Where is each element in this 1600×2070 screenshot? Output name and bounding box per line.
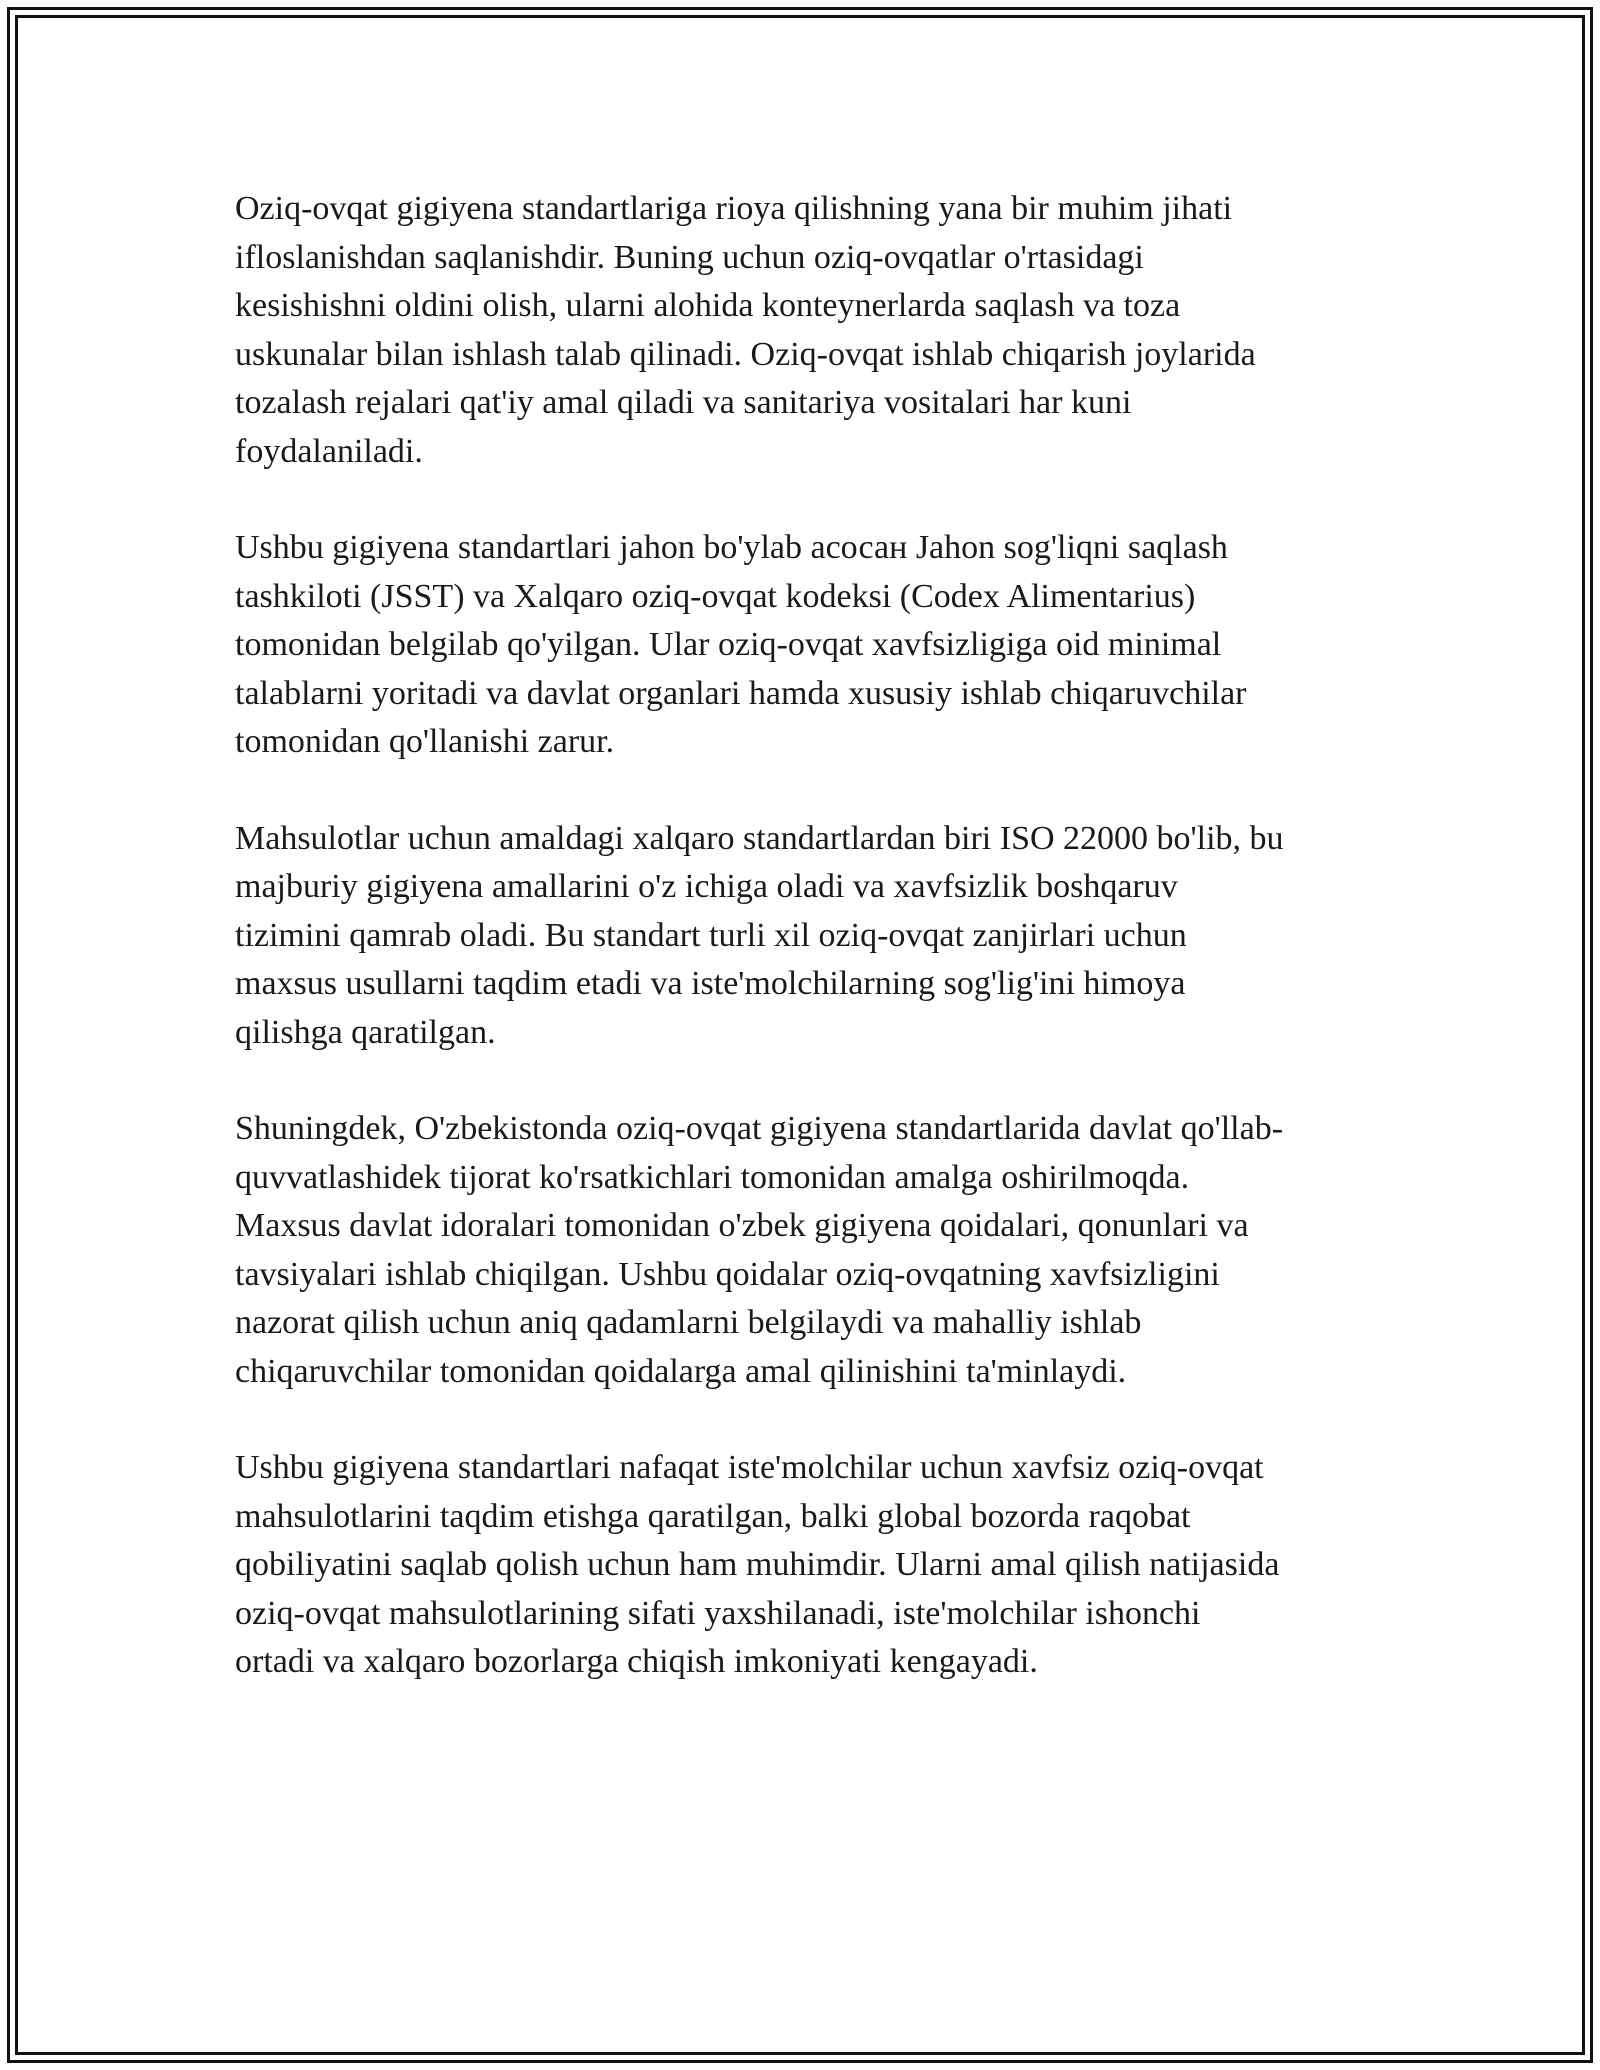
paragraph-iso-22000: Mahsulotlar uchun amaldagi xalqaro standartlardan biri ISO 22000 bo'lib, bu majburiy gigiyena amallarini o'z ichiga oladi va xavfsizlik boshqaruv tizimini qamrab oladi. Bu standart turli xil oziq-ovqat zanjirlari uchun maxsus usullarni taqdim etadi va iste'molchilarning sog'lig'ini himoya qilishga qaratilgan.	[235, 819, 1284, 1051]
paragraph-uzbekistan: Shuningdek, O'zbekistonda oziq-ovqat gigiyena standartlarida davlat qo'llab- quvvatlashidek tijorat ko'rsatkichlari tomonidan amalga oshirilmoqda. Maxsus davlat idoralari tomonidan o'zbek gigiyena qoidalari, qonunlari va tavsiyalari ishlab chiqilgan. Ushbu qoidalar oziq-ovqatning xavfsizligini nazorat qilish uchun aniq qadamlarni belgilaydi va mahalliy ishlab chiqaruvchilar tomonidan qoidalarga amal qilinishini ta'minlaydi.	[235, 1110, 1284, 1390]
document-body	[235, 185, 1375, 1735]
paragraph-contamination: Oziq-ovqat gigiyena standartlariga rioya qilishning yana bir muhim jihati ifloslanishdan saqlanishdir. Buning uchun oziq-ovqatlar o'rtasidagi kesishishni oldini olish, ularni alohida konteynerlarda saqlash va toza uskunalar bilan ishlash talab qilinadi. Oziq-ovqat ishlab chiqarish joylarida tozalash rejalari qat'iy amal qiladi va sanitariya vositalari har kuni foydalaniladi.	[235, 190, 1256, 470]
paragraph-international-bodies: Ushbu gigiyena standartlari jahon bo'ylab асосан Jahon sog'liqni saqlash tashkiloti (JSST) va Xalqaro oziq-ovqat kodeksi (Codex Alimentarius) tomonidan belgilab qo'yilgan. Ular oziq-ovqat xavfsizligiga oid minimal talablarni yoritadi va davlat organlari hamda xususiy ishlab chiqaruvchilar tomonidan qo'llanishi zarur.	[235, 529, 1247, 760]
paragraph-benefits: Ushbu gigiyena standartlari nafaqat iste'molchilar uchun xavfsiz oziq-ovqat mahsulotlarini taqdim etishga qaratilgan, balki global bozorda raqobat qobiliyatini saqlab qolish uchun ham muhimdir. Ularni amal qilish natijasida oziq-ovqat mahsulotlarining sifati yaxshilanadi, iste'molchilar ishonchi ortadi va xalqaro bozorlarga chiqish imkoniyati kengayadi.	[235, 1449, 1280, 1680]
